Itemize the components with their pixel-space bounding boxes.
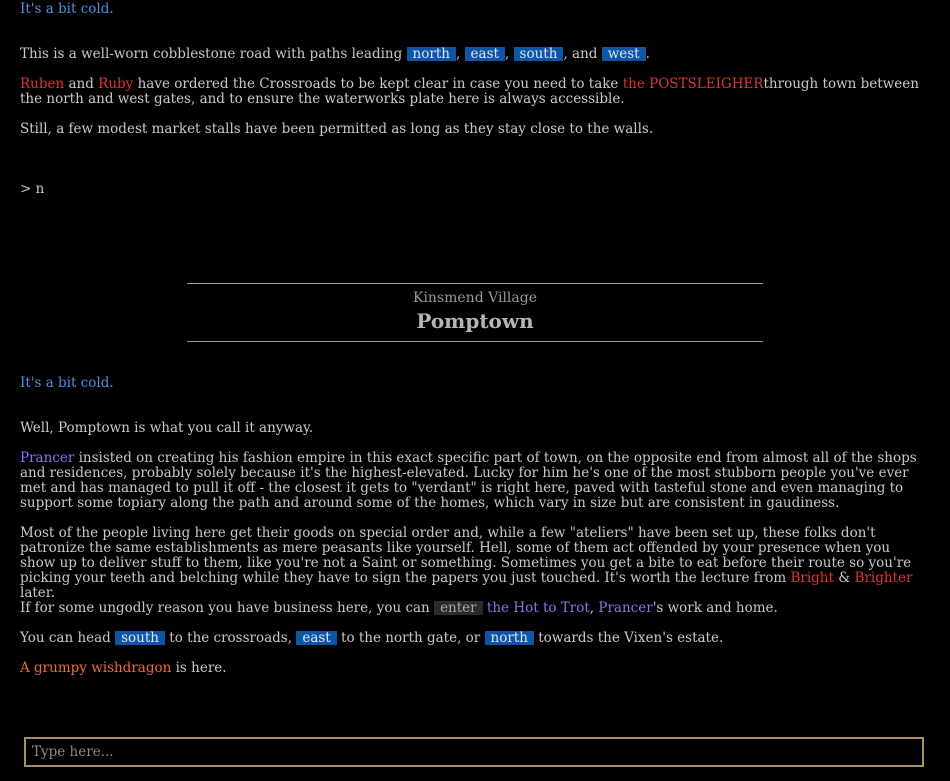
prancer-description: Prancer insisted on creating his fashion empire in this exact specific part of town, on the opposite end from almost all of the shops and residences, probably solely because it's the highest-elevated. Lucky for him he's one of the most stubborn people you've ever met and has managed to pull it off - the closest it gets to "verdant" is right here, paved with tasteful stone and even managing to support some topiary along the path and around some of the homes, which vary in size but are consistent in gaudiness. [20,450,917,511]
exit-south-link[interactable]: south [115,631,165,645]
exits-description: You can head south to the crossroads, east to the north gate, or north towards the Vixen's estate. [20,630,724,646]
character-name-ruby[interactable]: Ruby [98,76,134,92]
exit-north-link[interactable]: north [407,47,456,61]
character-name-brighter[interactable]: Brighter [854,570,913,586]
exit-west-link[interactable]: west [602,47,646,61]
weather-message: It's a bit cold. [20,1,114,17]
room-header [187,283,763,342]
npc-presence: A grumpy wishdragon is here. [20,660,227,676]
npc-name-wishdragon[interactable]: A grumpy wishdragon [20,660,172,676]
region-name: Kinsmend Village [412,290,538,306]
command-input-box [24,737,924,767]
enter-command-button[interactable]: enter [434,601,483,615]
road-description: This is a well-worn cobblestone road with paths leading north , east , south , and west . [20,46,650,62]
character-name-ruben[interactable]: Ruben [20,76,65,92]
people-description: Most of the people living here get their goods on special order and, while a few "ateliers" have been set up, these folks don't patronize the same establishments as mere peasants like yourself. Hell, some of them act offended by your presence when you show up to deliver stuff to them, like you're not a Saint or something. Sometimes you get a bite to eat before their route so you're picking your teeth and belching while they have to sign the papers you just touched. It's worth the lecture from Bright & Brighter later. [20,525,913,601]
room-intro: Well, Pomptown is what you call it anyway. [20,420,314,436]
room-name: Pomptown [416,309,534,333]
character-name-prancer[interactable]: Prancer [20,450,75,466]
exit-south-link[interactable]: south [514,47,564,61]
stalls-description: Still, a few modest market stalls have been permitted as long as they stay close to the walls. [20,121,654,137]
character-name-bright[interactable]: Bright [790,570,834,586]
crossroads-description: Ruben and Ruby have ordered the Crossroads to be kept clear in case you need to take the POSTSLEIGHERthrough town between the north and west gates, and to ensure the waterworks plate here is always accessible. [20,76,919,107]
command-echo: > n [20,181,45,197]
character-name-prancer[interactable]: Prancer [598,600,653,616]
command-input[interactable] [26,739,922,765]
vehicle-postsleigher[interactable]: the POSTSLEIGHER [622,76,764,92]
place-hot-to-trot[interactable]: the Hot to Trot [486,600,590,616]
exit-east-link[interactable]: east [296,631,336,645]
weather-message: It's a bit cold. [20,375,114,391]
business-description: If for some ungodly reason you have business here, you can enter the Hot to Trot, Prancer's work and home. [20,600,778,616]
exit-east-link[interactable]: east [465,47,505,61]
exit-north-link[interactable]: north [485,631,534,645]
